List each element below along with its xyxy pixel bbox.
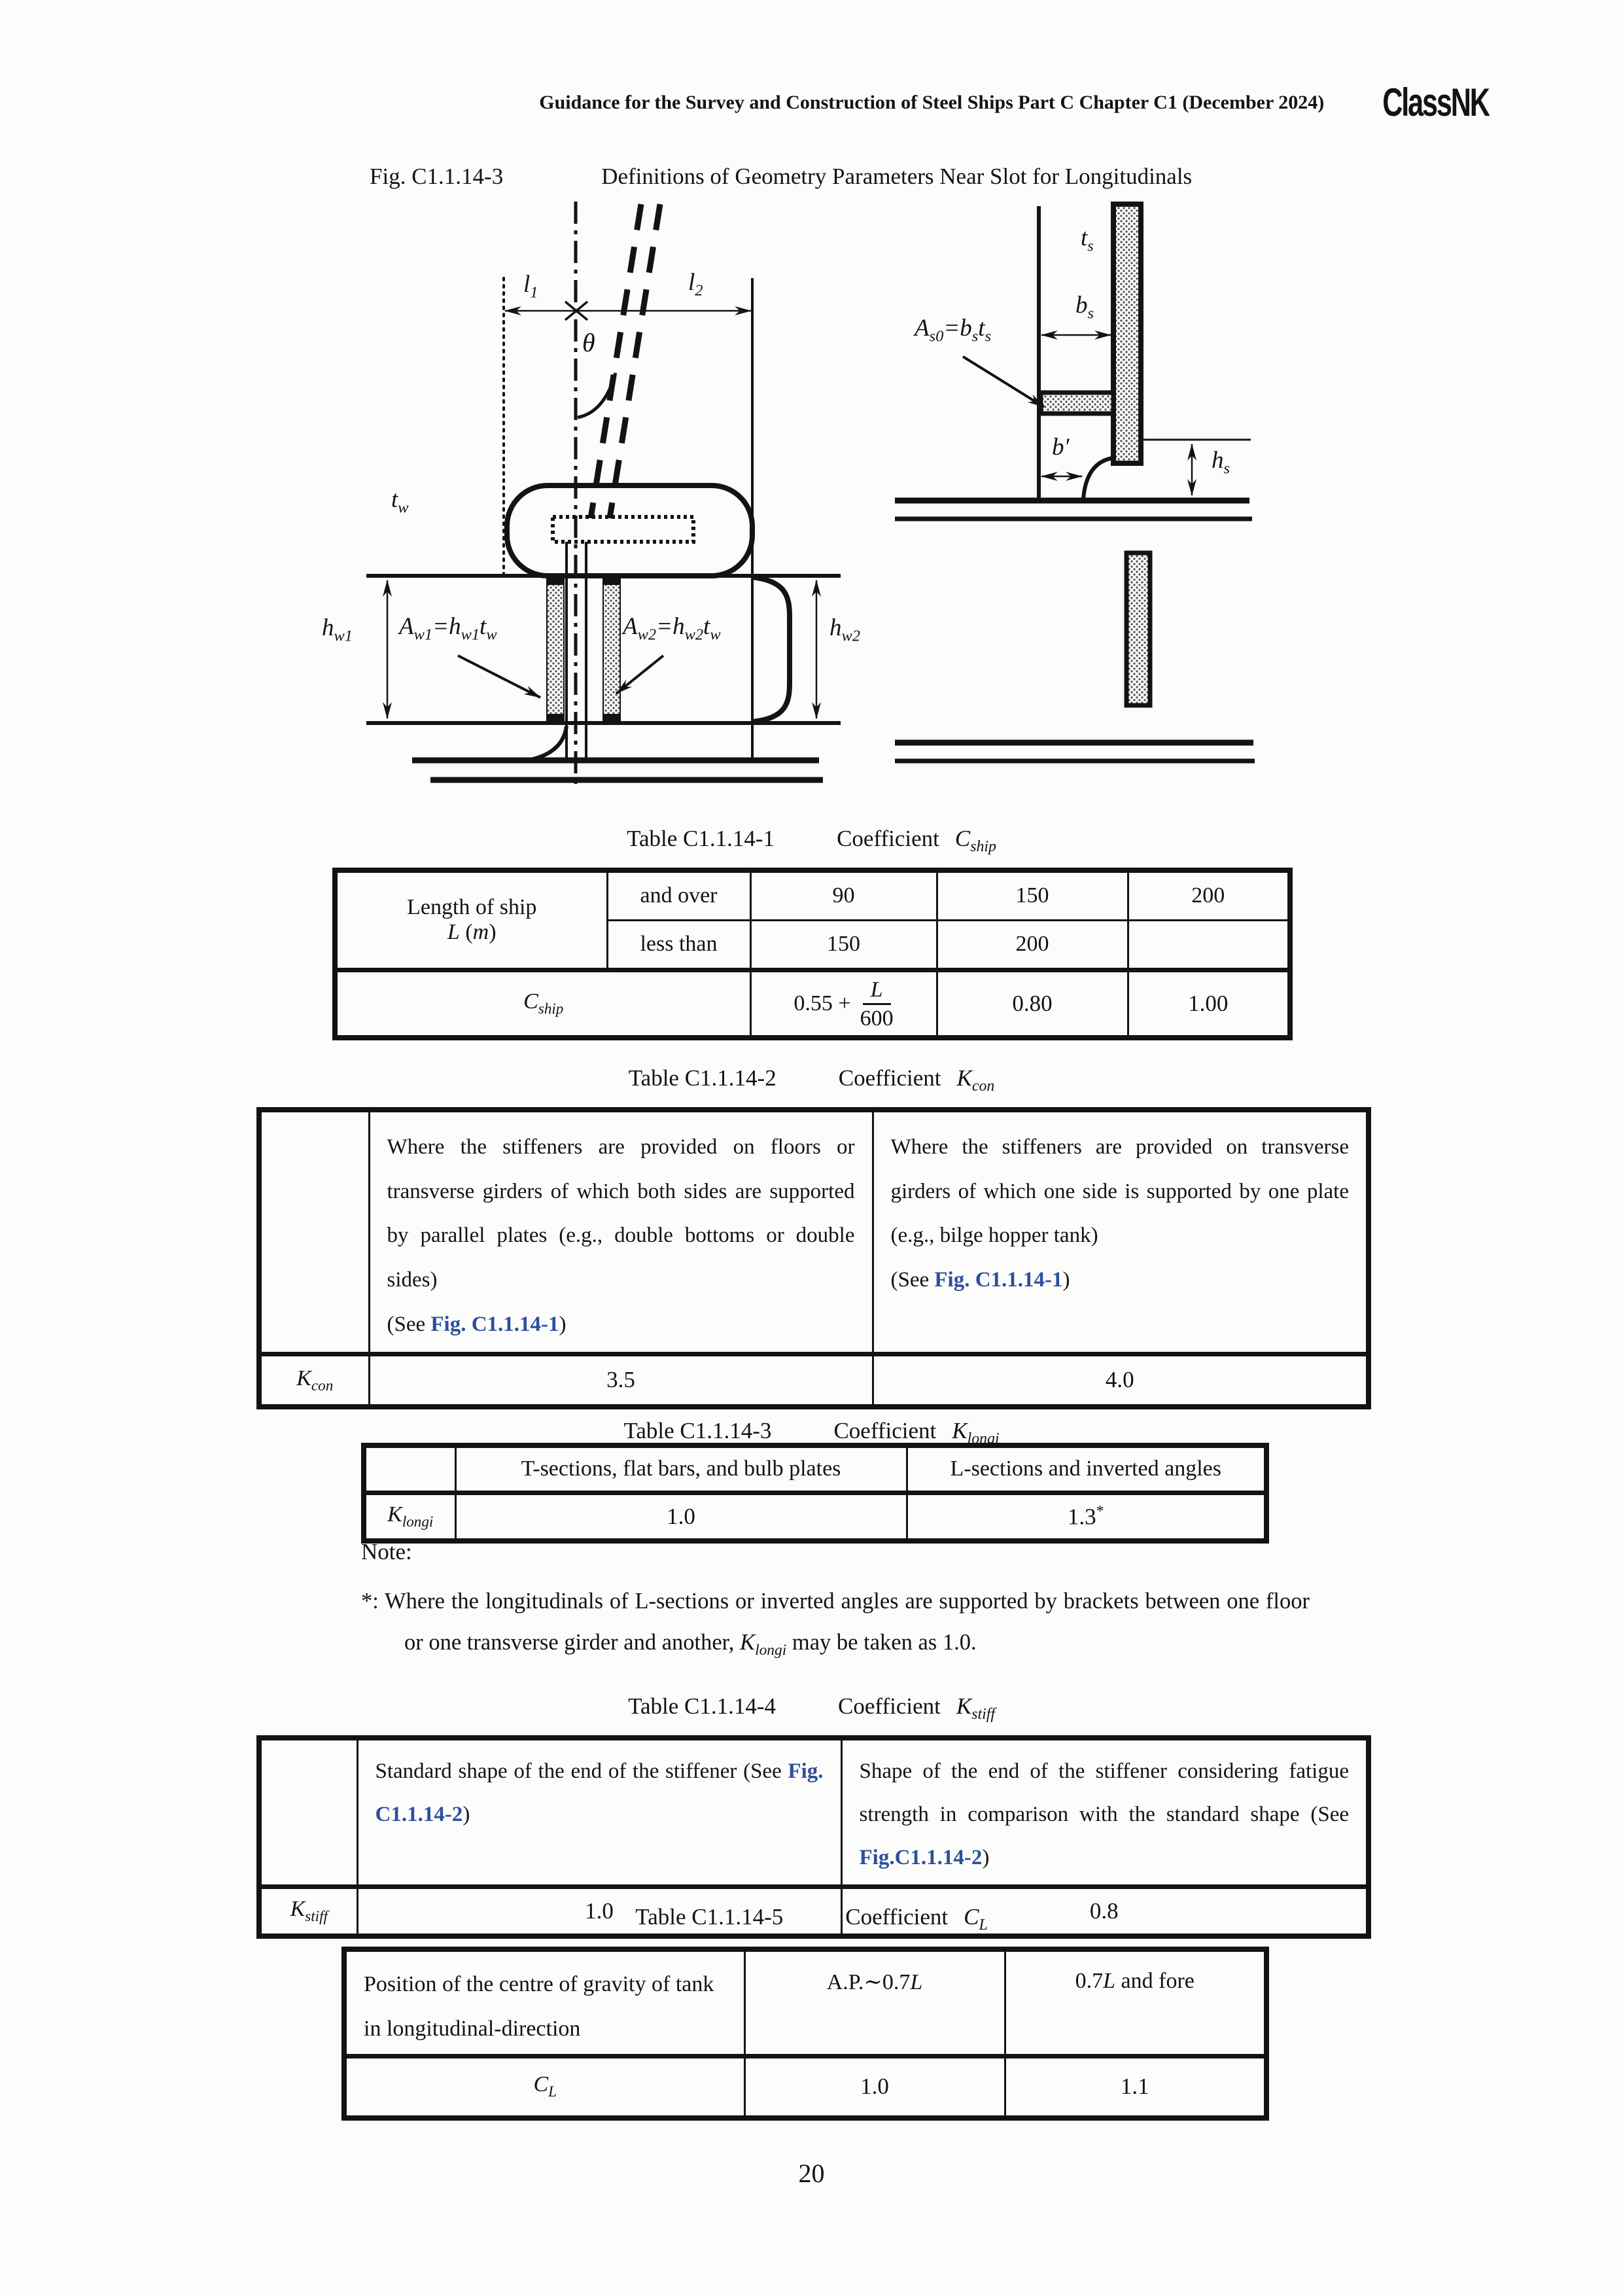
t5-position-cell: Position of the centre of gravity of tank in longitudinal-direction bbox=[344, 1949, 744, 2057]
t5-symbol-cell: $C_L$ bbox=[344, 2057, 744, 2118]
figure-label-bs: $b_s$ bbox=[1075, 292, 1094, 323]
table4-caption-label: Table C1.1.14-4 bbox=[628, 1693, 777, 1719]
figure-label-b-prime: b′ bbox=[1052, 434, 1070, 461]
t2-symbol-cell: $K_{con}$ bbox=[259, 1354, 369, 1407]
t1-formula-numerator: L bbox=[863, 977, 891, 1006]
table5-caption-word: Coefficient bbox=[845, 1904, 949, 1930]
t1-v080: 0.80 bbox=[937, 970, 1128, 1038]
t5-head-07l-fore: 0.7L and fore bbox=[1005, 1949, 1266, 2057]
figure-caption-title: Definitions of Geometry Parameters Near Slot for Longitudinals bbox=[601, 164, 1193, 189]
header-title: Guidance for the Survey and Construction of Steel Ships Part C Chapter C1 (December 2024) bbox=[539, 91, 1325, 113]
table5-caption-symbol: $C_L$ bbox=[964, 1904, 988, 1934]
t1-symbol-cell: $C_{ship}$ bbox=[335, 970, 750, 1038]
table1-caption-symbol: $C_{ship}$ bbox=[954, 826, 996, 855]
t4-standard-shape: Standard shape of the end of the stiffener (See Fig. C1.1.14-2) bbox=[357, 1738, 841, 1887]
figure-reference-link[interactable]: Fig. C1.1.14-2 bbox=[375, 1759, 824, 1826]
note-heading: Note: bbox=[361, 1539, 412, 1564]
table5-caption-label: Table C1.1.14-5 bbox=[635, 1904, 784, 1930]
t3-head-l-sections: L-sections and inverted angles bbox=[907, 1445, 1266, 1492]
figure-label-l2: $l_2$ bbox=[688, 269, 703, 300]
table4-caption-symbol: $K_{stiff}$ bbox=[956, 1693, 995, 1723]
table4-caption-word: Coefficient bbox=[838, 1693, 941, 1719]
page-number: 20 bbox=[798, 2159, 825, 2188]
figure-caption-label: Fig. C1.1.14-3 bbox=[370, 164, 504, 189]
t2-corner-cell bbox=[259, 1110, 369, 1354]
figure-label-l1: $l_1$ bbox=[523, 271, 538, 302]
t1-v150b: 150 bbox=[750, 920, 937, 970]
figure-label-aw1: $A_{w1}=h_{w1}t_w$ bbox=[399, 613, 497, 644]
t2-condition-one-side: Where the stiffeners are provided on transverse girders of which one side is supported by one plate (e.g., bilge hopper tank) (See Fig. C1.1.14-1) bbox=[873, 1110, 1369, 1354]
t4-value-2: 0.8 bbox=[841, 1887, 1369, 1936]
t1-formula-fraction bbox=[860, 977, 894, 1031]
t1-v100: 1.00 bbox=[1128, 970, 1290, 1038]
t1-v150a: 150 bbox=[937, 870, 1128, 920]
page-header bbox=[539, 80, 1489, 125]
table-c1-1-14-2 bbox=[256, 1107, 1371, 1409]
t1-formula-denominator: 600 bbox=[860, 1006, 894, 1031]
table-c1-1-14-1 bbox=[332, 868, 1293, 1040]
table2-caption-word: Coefficient bbox=[838, 1065, 941, 1091]
t2-value-1: 3.5 bbox=[369, 1354, 873, 1407]
t1-formula-prefix: 0.55 + bbox=[794, 991, 851, 1016]
table1-caption bbox=[0, 826, 1623, 856]
t5-value-2: 1.1 bbox=[1005, 2057, 1266, 2118]
table1-caption-word: Coefficient bbox=[837, 826, 939, 851]
table-c1-1-14-3 bbox=[361, 1443, 1269, 1544]
figure-label-theta: θ bbox=[582, 328, 595, 357]
figure-caption bbox=[370, 164, 1192, 190]
table5-caption bbox=[0, 1904, 1623, 1934]
table3-caption-word: Coefficient bbox=[833, 1418, 937, 1443]
t3-value-1: 1.0 bbox=[455, 1492, 907, 1541]
table2-caption bbox=[0, 1065, 1623, 1095]
t3-corner-cell bbox=[364, 1445, 455, 1492]
figure-label-as0: $A_{s0}=b_st_s$ bbox=[915, 315, 992, 345]
table-c1-1-14-5 bbox=[341, 1947, 1269, 2121]
t5-head-ap-07l: A.P.∼0.7L bbox=[744, 1949, 1005, 2057]
t1-length-line1: Length of ship bbox=[407, 895, 537, 920]
t2-condition-both-sides: Where the stiffeners are provided on floors or transverse girders of which both sides are supported by parallel plates (e.g., double bottoms or double sides) (See Fig. C1.1.14-1) bbox=[369, 1110, 873, 1354]
t3-symbol-cell: $K_{longi}$ bbox=[364, 1492, 455, 1541]
table4-caption bbox=[0, 1693, 1623, 1723]
t5-value-1: 1.0 bbox=[744, 2057, 1005, 2118]
t4-symbol-cell: $K_{stiff}$ bbox=[259, 1887, 357, 1936]
t1-and-over: and over bbox=[607, 870, 750, 920]
t1-length-line2: L (m) bbox=[447, 920, 497, 945]
table1-caption-label: Table C1.1.14-1 bbox=[627, 826, 775, 851]
t1-v200b: 200 bbox=[937, 920, 1128, 970]
figure-reference-link[interactable]: Fig. C1.1.14-1 bbox=[934, 1267, 1063, 1292]
figure-reference-link[interactable]: Fig.C1.1.14-2 bbox=[859, 1846, 983, 1869]
figure-label-tw: $t_w$ bbox=[391, 486, 409, 517]
table2-caption-label: Table C1.1.14-2 bbox=[628, 1065, 777, 1091]
t1-length-of-ship-cell bbox=[335, 870, 607, 970]
note-body: *: Where the longitudinals of L-sections or inverted angles are supported by brackets between one floor or one transverse girder and another, $K_{longi}$ may be taken as 1.0. bbox=[361, 1589, 1310, 1659]
figure-label-aw2: $A_{w2}=h_{w2}t_w$ bbox=[623, 613, 721, 644]
t1-empty bbox=[1128, 920, 1290, 970]
classnk-logo: ClassNK bbox=[1382, 80, 1489, 124]
t3-value-2: 1.3* bbox=[907, 1492, 1266, 1541]
t3-head-t-sections: T-sections, flat bars, and bulb plates bbox=[455, 1445, 907, 1492]
t1-formula-cell bbox=[750, 970, 937, 1038]
t1-less-than: less than bbox=[607, 920, 750, 970]
t4-corner-cell bbox=[259, 1738, 357, 1887]
figure-label-hw1: $h_{w1}$ bbox=[322, 614, 353, 645]
table3-caption-label: Table C1.1.14-3 bbox=[623, 1418, 772, 1443]
t4-fatigue-shape: Shape of the end of the stiffener considering fatigue strength in comparison with the standard shape (See Fig.C1.1.14-2) bbox=[841, 1738, 1369, 1887]
figure-label-hw2: $h_{w2}$ bbox=[829, 614, 860, 645]
figure-reference-link[interactable]: Fig. C1.1.14-1 bbox=[430, 1312, 559, 1336]
table2-caption-symbol: $K_{con}$ bbox=[956, 1065, 995, 1095]
t4-value-1: 1.0 bbox=[357, 1887, 841, 1936]
table3-caption-symbol: $K_{longi}$ bbox=[952, 1418, 1000, 1447]
t1-v90: 90 bbox=[750, 870, 937, 920]
t2-value-2: 4.0 bbox=[873, 1354, 1369, 1407]
figure-label-hs: $h_s$ bbox=[1212, 447, 1230, 478]
figure-label-ts: $t_s$ bbox=[1081, 224, 1094, 255]
t1-v200a: 200 bbox=[1128, 870, 1290, 920]
